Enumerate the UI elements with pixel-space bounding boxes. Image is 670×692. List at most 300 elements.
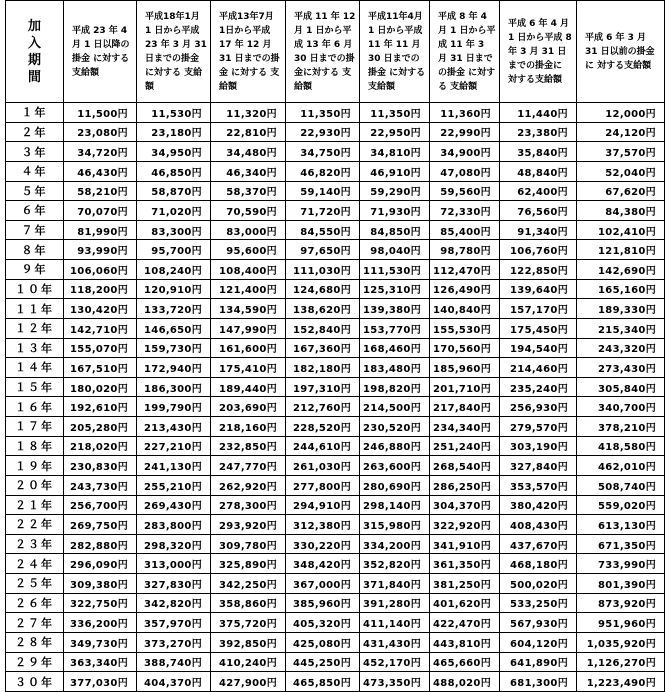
amount-cell: 309,380円 <box>64 574 137 594</box>
amount-cell: 34,950円 <box>137 142 211 162</box>
amount-cell: 22,810円 <box>211 122 286 142</box>
amount-cell: 205,280円 <box>64 417 137 437</box>
amount-cell: 34,900円 <box>430 142 500 162</box>
amount-cell: 180,020円 <box>64 377 137 397</box>
amount-cell: 405,320円 <box>286 613 360 633</box>
amount-cell: 228,520円 <box>286 417 360 437</box>
amount-cell: 256,930円 <box>500 397 577 417</box>
amount-cell: 361,350円 <box>430 554 500 574</box>
period-cell: ２５年 <box>6 574 64 594</box>
amount-cell: 22,930円 <box>286 122 360 142</box>
period-cell: ２３年 <box>6 534 64 554</box>
amount-cell: 58,210円 <box>64 181 137 201</box>
amount-cell: 410,240円 <box>211 652 286 672</box>
amount-cell: 418,580円 <box>577 436 665 456</box>
amount-cell: 280,690円 <box>360 475 430 495</box>
amount-cell: 35,840円 <box>500 142 577 162</box>
amount-cell: 263,600円 <box>360 456 430 476</box>
period-cell: ２４年 <box>6 554 64 574</box>
table-row <box>6 299 665 319</box>
amount-cell: 327,840円 <box>500 456 577 476</box>
period-cell: ２１年 <box>6 495 64 515</box>
amount-cell: 197,310円 <box>286 377 360 397</box>
amount-cell: 348,420円 <box>286 554 360 574</box>
table-row <box>6 515 665 535</box>
amount-cell: 312,380円 <box>286 515 360 535</box>
amount-cell: 371,840円 <box>360 574 430 594</box>
amount-cell: 256,700円 <box>64 495 137 515</box>
amount-cell: 124,680円 <box>286 279 360 299</box>
amount-cell: 327,830円 <box>137 574 211 594</box>
amount-cell: 47,080円 <box>430 161 500 181</box>
amount-cell: 278,300円 <box>211 495 286 515</box>
table-body <box>6 103 665 692</box>
corner-header <box>6 1 64 103</box>
amount-cell: 262,920円 <box>211 475 286 495</box>
amount-cell: 508,740円 <box>577 475 665 495</box>
amount-cell: 93,990円 <box>64 240 137 260</box>
amount-cell: 671,350円 <box>577 534 665 554</box>
amount-cell: 294,910円 <box>286 495 360 515</box>
amount-cell: 246,880円 <box>360 436 430 456</box>
amount-cell: 167,360円 <box>286 338 360 358</box>
amount-cell: 81,990円 <box>64 220 137 240</box>
amount-cell: 243,730円 <box>64 475 137 495</box>
amount-cell: 303,190円 <box>500 436 577 456</box>
amount-cell: 59,140円 <box>286 181 360 201</box>
amount-cell: 212,760円 <box>286 397 360 417</box>
amount-cell: 95,700円 <box>137 240 211 260</box>
amount-cell: 431,430円 <box>360 632 430 652</box>
table-row <box>6 201 665 221</box>
amount-cell: 11,350円 <box>286 103 360 123</box>
amount-cell: 58,870円 <box>137 181 211 201</box>
amount-cell: 352,820円 <box>360 554 430 574</box>
amount-cell: 468,180円 <box>500 554 577 574</box>
period-cell: １１年 <box>6 299 64 319</box>
amount-cell: 118,200円 <box>64 279 137 299</box>
period-cell: ２６年 <box>6 593 64 613</box>
amount-cell: 613,130円 <box>577 515 665 535</box>
amount-cell: 1,126,270円 <box>577 652 665 672</box>
amount-cell: 159,730円 <box>137 338 211 358</box>
amount-cell: 153,770円 <box>360 318 430 338</box>
table-row <box>6 574 665 594</box>
amount-cell: 139,640円 <box>500 279 577 299</box>
amount-cell: 62,400円 <box>500 181 577 201</box>
column-header: 平成11年4月 1 日から平成 11 年 11 月 30 日までの掛金 に対する 支給額 <box>360 1 430 103</box>
amount-cell: 255,210円 <box>137 475 211 495</box>
amount-cell: 213,430円 <box>137 417 211 437</box>
amount-cell: 97,650円 <box>286 240 360 260</box>
amount-cell: 83,300円 <box>137 220 211 240</box>
column-header: 平成13年7月 1日から平成 17 年 12 月 31 日までの掛金 に対する 支給額 <box>211 1 286 103</box>
amount-cell: 465,660円 <box>430 652 500 672</box>
amount-cell: 427,900円 <box>211 672 286 692</box>
table-row <box>6 554 665 574</box>
amount-cell: 286,250円 <box>430 475 500 495</box>
amount-cell: 322,920円 <box>430 515 500 535</box>
amount-cell: 161,600円 <box>211 338 286 358</box>
amount-cell: 340,700円 <box>577 397 665 417</box>
amount-cell: 146,650円 <box>137 318 211 338</box>
amount-cell: 34,810円 <box>360 142 430 162</box>
amount-cell: 70,590円 <box>211 201 286 221</box>
amount-cell: 155,530円 <box>430 318 500 338</box>
period-cell: ２９年 <box>6 652 64 672</box>
amount-cell: 46,850円 <box>137 161 211 181</box>
amount-cell: 142,710円 <box>64 318 137 338</box>
amount-cell: 367,000円 <box>286 574 360 594</box>
period-cell: ５年 <box>6 181 64 201</box>
amount-cell: 801,390円 <box>577 574 665 594</box>
column-header: 平成18年1月 1 日から平成 23 年 3 月 31 日までの掛金 に対する 支給額 <box>137 1 211 103</box>
amount-cell: 377,030円 <box>64 672 137 692</box>
amount-cell: 126,490円 <box>430 279 500 299</box>
amount-cell: 106,060円 <box>64 260 137 280</box>
amount-cell: 84,550円 <box>286 220 360 240</box>
amount-cell: 71,720円 <box>286 201 360 221</box>
period-cell: ９年 <box>6 260 64 280</box>
amount-cell: 283,800円 <box>137 515 211 535</box>
amount-cell: 72,330円 <box>430 201 500 221</box>
header-row <box>6 1 665 103</box>
column-header: 平成 23 年 4 月 1 日以降の掛金 に対する 支給額 <box>64 1 137 103</box>
amount-cell: 341,910円 <box>430 534 500 554</box>
amount-cell: 304,370円 <box>430 495 500 515</box>
amount-cell: 157,170円 <box>500 299 577 319</box>
period-cell: １年 <box>6 103 64 123</box>
table-row <box>6 142 665 162</box>
amount-cell: 168,460円 <box>360 338 430 358</box>
amount-cell: 23,180円 <box>137 122 211 142</box>
amount-cell: 125,310円 <box>360 279 430 299</box>
amount-cell: 251,240円 <box>430 436 500 456</box>
amount-cell: 201,710円 <box>430 377 500 397</box>
amount-cell: 76,560円 <box>500 201 577 221</box>
period-cell: ３０年 <box>6 672 64 692</box>
table-row <box>6 456 665 476</box>
amount-cell: 243,320円 <box>577 338 665 358</box>
amount-cell: 309,780円 <box>211 534 286 554</box>
amount-cell: 1,035,920円 <box>577 632 665 652</box>
amount-cell: 121,810円 <box>577 240 665 260</box>
amount-cell: 112,470円 <box>430 260 500 280</box>
amount-cell: 140,840円 <box>430 299 500 319</box>
period-cell: １７年 <box>6 417 64 437</box>
table-row <box>6 632 665 652</box>
amount-cell: 121,400円 <box>211 279 286 299</box>
amount-cell: 71,020円 <box>137 201 211 221</box>
amount-cell: 279,570円 <box>500 417 577 437</box>
amount-cell: 24,120円 <box>577 122 665 142</box>
amount-cell: 155,070円 <box>64 338 137 358</box>
period-cell: ２８年 <box>6 632 64 652</box>
table-row <box>6 318 665 338</box>
table-row <box>6 593 665 613</box>
amount-cell: 358,860円 <box>211 593 286 613</box>
amount-cell: 152,840円 <box>286 318 360 338</box>
table-row <box>6 161 665 181</box>
amount-cell: 122,850円 <box>500 260 577 280</box>
amount-cell: 349,730円 <box>64 632 137 652</box>
amount-cell: 111,530円 <box>360 260 430 280</box>
amount-cell: 11,350円 <box>360 103 430 123</box>
amount-cell: 185,960円 <box>430 358 500 378</box>
amount-cell: 733,990円 <box>577 554 665 574</box>
table-row <box>6 181 665 201</box>
table-row <box>6 417 665 437</box>
amount-cell: 22,990円 <box>430 122 500 142</box>
table-row <box>6 613 665 633</box>
amount-cell: 462,010円 <box>577 456 665 476</box>
amount-cell: 199,790円 <box>137 397 211 417</box>
table-row <box>6 240 665 260</box>
amount-cell: 488,020円 <box>430 672 500 692</box>
amount-cell: 375,720円 <box>211 613 286 633</box>
period-cell: ８年 <box>6 240 64 260</box>
amount-cell: 604,120円 <box>500 632 577 652</box>
amount-cell: 108,400円 <box>211 260 286 280</box>
amount-cell: 192,610円 <box>64 397 137 417</box>
amount-cell: 247,770円 <box>211 456 286 476</box>
amount-cell: 452,170円 <box>360 652 430 672</box>
amount-cell: 198,820円 <box>360 377 430 397</box>
amount-cell: 325,890円 <box>211 554 286 574</box>
amount-cell: 277,800円 <box>286 475 360 495</box>
table-row <box>6 397 665 417</box>
amount-cell: 34,480円 <box>211 142 286 162</box>
table-row <box>6 358 665 378</box>
amount-cell: 48,840円 <box>500 161 577 181</box>
amount-cell: 37,570円 <box>577 142 665 162</box>
amount-cell: 85,400円 <box>430 220 500 240</box>
amount-cell: 408,430円 <box>500 515 577 535</box>
amount-cell: 120,910円 <box>137 279 211 299</box>
period-cell: １９年 <box>6 456 64 476</box>
amount-cell: 165,160円 <box>577 279 665 299</box>
amount-cell: 268,540円 <box>430 456 500 476</box>
period-cell: ６年 <box>6 201 64 221</box>
amount-cell: 218,160円 <box>211 417 286 437</box>
amount-cell: 298,320円 <box>137 534 211 554</box>
amount-cell: 315,980円 <box>360 515 430 535</box>
amount-cell: 227,210円 <box>137 436 211 456</box>
amount-cell: 951,960円 <box>577 613 665 633</box>
column-header: 平成 8 年 4 月 1 日から平成 11 年 3 月 31 日までの掛金 に対する 支給額 <box>430 1 500 103</box>
amount-cell: 142,690円 <box>577 260 665 280</box>
amount-cell: 378,210円 <box>577 417 665 437</box>
amount-cell: 46,340円 <box>211 161 286 181</box>
amount-cell: 70,070円 <box>64 201 137 221</box>
amount-cell: 175,450円 <box>500 318 577 338</box>
amount-cell: 83,000円 <box>211 220 286 240</box>
amount-cell: 133,720円 <box>137 299 211 319</box>
amount-cell: 130,420円 <box>64 299 137 319</box>
column-header: 平成 6 年 4 月 1 日から平成 8 年 3 月 31 日 までの掛金に 対する支給額 <box>500 1 577 103</box>
column-header: 平成 11 年 12 月 1 日から平 成 13 年 6 月 30 日までの掛 金に対する 支給額 <box>286 1 360 103</box>
amount-cell: 391,280円 <box>360 593 430 613</box>
period-cell: １０年 <box>6 279 64 299</box>
amount-cell: 234,340円 <box>430 417 500 437</box>
amount-cell: 404,370円 <box>137 672 211 692</box>
amount-cell: 235,240円 <box>500 377 577 397</box>
amount-cell: 411,140円 <box>360 613 430 633</box>
amount-cell: 392,850円 <box>211 632 286 652</box>
table-row <box>6 652 665 672</box>
period-cell: ４年 <box>6 161 64 181</box>
amount-cell: 84,380円 <box>577 201 665 221</box>
table-row <box>6 260 665 280</box>
amount-cell: 298,140円 <box>360 495 430 515</box>
amount-cell: 11,440円 <box>500 103 577 123</box>
period-cell: １３年 <box>6 338 64 358</box>
amount-cell: 533,250円 <box>500 593 577 613</box>
amount-cell: 58,370円 <box>211 181 286 201</box>
amount-cell: 500,020円 <box>500 574 577 594</box>
amount-cell: 261,030円 <box>286 456 360 476</box>
amount-cell: 342,820円 <box>137 593 211 613</box>
table-row <box>6 377 665 397</box>
amount-cell: 11,320円 <box>211 103 286 123</box>
amount-cell: 46,430円 <box>64 161 137 181</box>
amount-cell: 91,340円 <box>500 220 577 240</box>
table-row <box>6 436 665 456</box>
amount-cell: 214,460円 <box>500 358 577 378</box>
amount-cell: 22,950円 <box>360 122 430 142</box>
amount-cell: 102,410円 <box>577 220 665 240</box>
amount-cell: 23,080円 <box>64 122 137 142</box>
amount-cell: 269,430円 <box>137 495 211 515</box>
amount-cell: 11,360円 <box>430 103 500 123</box>
amount-cell: 59,290円 <box>360 181 430 201</box>
amount-cell: 215,340円 <box>577 318 665 338</box>
table-row <box>6 475 665 495</box>
amount-cell: 111,030円 <box>286 260 360 280</box>
amount-cell: 269,750円 <box>64 515 137 535</box>
amount-cell: 95,600円 <box>211 240 286 260</box>
amount-cell: 46,910円 <box>360 161 430 181</box>
amount-cell: 273,430円 <box>577 358 665 378</box>
amount-cell: 465,850円 <box>286 672 360 692</box>
period-cell: ７年 <box>6 220 64 240</box>
amount-cell: 167,510円 <box>64 358 137 378</box>
amount-cell: 230,830円 <box>64 456 137 476</box>
amount-cell: 244,610円 <box>286 436 360 456</box>
amount-cell: 134,590円 <box>211 299 286 319</box>
amount-cell: 385,960円 <box>286 593 360 613</box>
period-cell: ２年 <box>6 122 64 142</box>
amount-cell: 322,750円 <box>64 593 137 613</box>
amount-cell: 203,690円 <box>211 397 286 417</box>
amount-cell: 425,080円 <box>286 632 360 652</box>
amount-cell: 214,500円 <box>360 397 430 417</box>
amount-cell: 443,810円 <box>430 632 500 652</box>
period-cell: １６年 <box>6 397 64 417</box>
benefit-table <box>5 0 665 692</box>
amount-cell: 641,890円 <box>500 652 577 672</box>
amount-cell: 388,740円 <box>137 652 211 672</box>
amount-cell: 52,040円 <box>577 161 665 181</box>
amount-cell: 353,570円 <box>500 475 577 495</box>
amount-cell: 84,850円 <box>360 220 430 240</box>
amount-cell: 473,350円 <box>360 672 430 692</box>
amount-cell: 380,420円 <box>500 495 577 515</box>
amount-cell: 336,200円 <box>64 613 137 633</box>
amount-cell: 305,840円 <box>577 377 665 397</box>
period-cell: １５年 <box>6 377 64 397</box>
amount-cell: 293,920円 <box>211 515 286 535</box>
amount-cell: 363,340円 <box>64 652 137 672</box>
amount-cell: 183,480円 <box>360 358 430 378</box>
amount-cell: 1,223,490円 <box>577 672 665 692</box>
amount-cell: 559,020円 <box>577 495 665 515</box>
period-cell: ３年 <box>6 142 64 162</box>
amount-cell: 34,750円 <box>286 142 360 162</box>
amount-cell: 230,520円 <box>360 417 430 437</box>
amount-cell: 11,530円 <box>137 103 211 123</box>
amount-cell: 139,380円 <box>360 299 430 319</box>
table-row <box>6 103 665 123</box>
amount-cell: 98,780円 <box>430 240 500 260</box>
amount-cell: 437,670円 <box>500 534 577 554</box>
amount-cell: 357,970円 <box>137 613 211 633</box>
amount-cell: 23,380円 <box>500 122 577 142</box>
amount-cell: 182,180円 <box>286 358 360 378</box>
amount-cell: 373,270円 <box>137 632 211 652</box>
amount-cell: 147,990円 <box>211 318 286 338</box>
period-cell: ２７年 <box>6 613 64 633</box>
period-cell: １２年 <box>6 318 64 338</box>
amount-cell: 138,620円 <box>286 299 360 319</box>
period-cell: ２２年 <box>6 515 64 535</box>
amount-cell: 189,330円 <box>577 299 665 319</box>
amount-cell: 296,090円 <box>64 554 137 574</box>
column-header: 平成 6 年 3 月 31 日以前の掛金に 対する支給額 <box>577 1 665 103</box>
period-cell: ２０年 <box>6 475 64 495</box>
amount-cell: 381,250円 <box>430 574 500 594</box>
amount-cell: 681,300円 <box>500 672 577 692</box>
table-row <box>6 338 665 358</box>
table-row <box>6 534 665 554</box>
amount-cell: 194,540円 <box>500 338 577 358</box>
amount-cell: 108,240円 <box>137 260 211 280</box>
amount-cell: 12,000円 <box>577 103 665 123</box>
amount-cell: 106,760円 <box>500 240 577 260</box>
table-row <box>6 672 665 692</box>
amount-cell: 175,410円 <box>211 358 286 378</box>
amount-cell: 401,620円 <box>430 593 500 613</box>
amount-cell: 186,300円 <box>137 377 211 397</box>
amount-cell: 334,200円 <box>360 534 430 554</box>
amount-cell: 98,040円 <box>360 240 430 260</box>
amount-cell: 34,720円 <box>64 142 137 162</box>
amount-cell: 342,250円 <box>211 574 286 594</box>
amount-cell: 189,440円 <box>211 377 286 397</box>
amount-cell: 170,560円 <box>430 338 500 358</box>
period-cell: １８年 <box>6 436 64 456</box>
amount-cell: 67,620円 <box>577 181 665 201</box>
amount-cell: 11,500円 <box>64 103 137 123</box>
amount-cell: 567,930円 <box>500 613 577 633</box>
table-row <box>6 122 665 142</box>
amount-cell: 241,130円 <box>137 456 211 476</box>
amount-cell: 873,920円 <box>577 593 665 613</box>
amount-cell: 232,850円 <box>211 436 286 456</box>
table-row <box>6 220 665 240</box>
table-row <box>6 279 665 299</box>
amount-cell: 422,470円 <box>430 613 500 633</box>
